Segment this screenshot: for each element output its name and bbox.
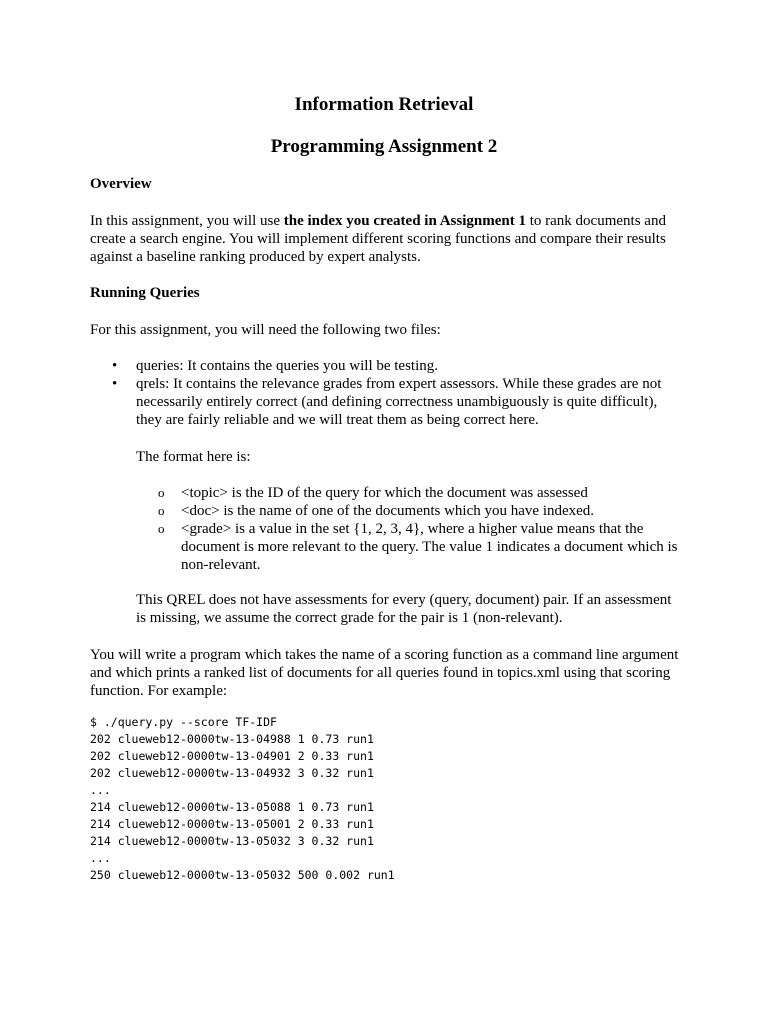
code-line: ... bbox=[90, 783, 111, 797]
list-item-text: <doc> is the name of one of the documents which you have indexed. bbox=[181, 503, 595, 519]
overview-heading: Overview bbox=[90, 176, 152, 192]
format-intro: The format here is: bbox=[136, 449, 251, 465]
format-list bbox=[0, 484, 681, 574]
list-item-text: queries: It contains the queries you will be testing. bbox=[136, 358, 439, 374]
code-line: 202 clueweb12-0000tw-13-04932 3 0.32 run1 bbox=[90, 766, 374, 780]
code-line: 214 clueweb12-0000tw-13-05088 1 0.73 run1 bbox=[90, 800, 374, 814]
sub-bullet-marker: o bbox=[158, 485, 165, 500]
list-item-text: qrels: It contains the relevance grades from expert assessors. While these grades are not necessarily entirely correct (and defining correctness unambiguously is quite difficult), they are fairly reliable and we will treat them as being correct here. bbox=[136, 376, 662, 428]
code-line: $ ./query.py --score TF-IDF bbox=[90, 715, 277, 729]
code-line: 214 clueweb12-0000tw-13-05032 3 0.32 run1 bbox=[90, 834, 374, 848]
program-paragraph: You will write a program which takes the name of a scoring function as a command line argument and which prints a ranked list of documents for all queries found in topics.xml using that scoring function. For example: bbox=[90, 647, 679, 699]
list-item bbox=[0, 502, 681, 520]
overview-text-end: to rank documents and create a search engine. You will implement different scoring functions and compare their results against a baseline ranking produced by expert analysts. bbox=[90, 213, 666, 265]
sub-bullet-marker: o bbox=[158, 521, 165, 536]
files-intro: For this assignment, you will need the following two files: bbox=[90, 322, 441, 338]
overview-bold-text: the index you created in Assignment 1 bbox=[283, 213, 526, 229]
files-list bbox=[0, 357, 686, 429]
list-item bbox=[0, 484, 681, 502]
code-line: 214 clueweb12-0000tw-13-05001 2 0.33 run1 bbox=[90, 817, 374, 831]
code-line: 202 clueweb12-0000tw-13-04901 2 0.33 run1 bbox=[90, 749, 374, 763]
list-item-text: <topic> is the ID of the query for which the document was assessed bbox=[181, 485, 588, 501]
qrel-note: This QREL does not have assessments for every (query, document) pair. If an assessment is missing, we assume the correct grade for the pair is 1 (non-relevant). bbox=[136, 592, 672, 626]
code-line: ... bbox=[90, 851, 111, 865]
bullet-marker: • bbox=[112, 358, 118, 374]
list-item bbox=[0, 375, 686, 429]
bullet-marker: • bbox=[112, 376, 118, 392]
document-subtitle: Programming Assignment 2 bbox=[270, 136, 498, 157]
code-line: 202 clueweb12-0000tw-13-04988 1 0.73 run1 bbox=[90, 732, 374, 746]
document-title: Information Retrieval bbox=[294, 94, 474, 115]
overview-paragraph bbox=[90, 212, 690, 266]
list-item bbox=[0, 520, 681, 574]
running-queries-heading: Running Queries bbox=[90, 285, 200, 301]
list-item-text: <grade> is a value in the set {1, 2, 3, 4}, where a higher value means that the document is more relevant to the query. The value 1 indicates a document which is non-relevant. bbox=[181, 521, 678, 573]
code-example bbox=[90, 714, 395, 884]
sub-bullet-marker: o bbox=[158, 503, 165, 518]
list-item bbox=[0, 357, 686, 375]
overview-text-start: In this assignment, you will use bbox=[90, 213, 284, 229]
code-line: 250 clueweb12-0000tw-13-05032 500 0.002 run1 bbox=[90, 868, 395, 882]
